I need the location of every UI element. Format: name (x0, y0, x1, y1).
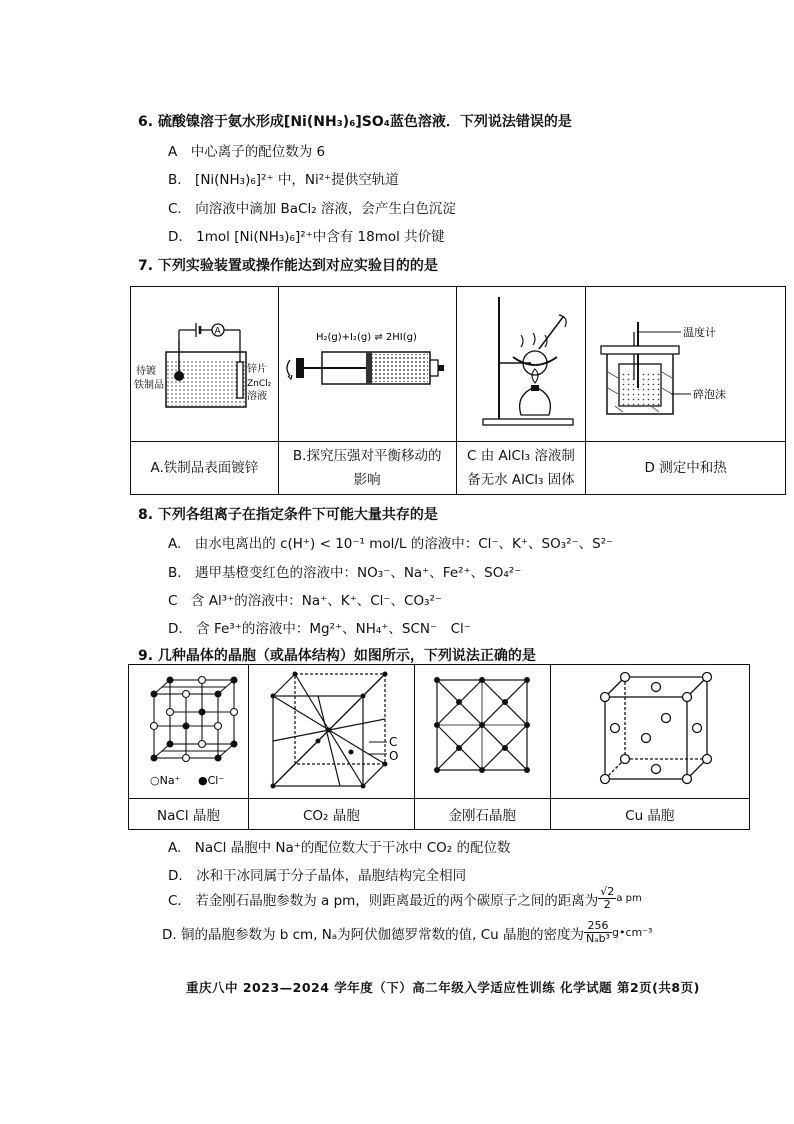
q6-option-b: B. [Ni(NH₃)₆]²⁺ 中，Ni²⁺提供空轨道 (168, 172, 399, 188)
fig-a-label-xinpian: 锌片 (247, 364, 268, 375)
caption-c-line2: 备无水 AlCl₃ 固体 (467, 472, 575, 488)
q9-crystal-table (128, 664, 750, 830)
q7-figure-a (131, 287, 279, 442)
caption-b-line1: B.探究压强对平衡移动的 (292, 448, 442, 464)
fig-d-label-foam: 碎泡沫 (692, 388, 726, 401)
q7-stem: 7. 下列实验装置或操作能达到对应实验目的的是 (138, 258, 438, 274)
evaporation-diagram (461, 287, 581, 437)
q6-option-a: A 中心离子的配位数为 6 (168, 144, 326, 160)
q6-option-c: C. 向溶液中滴加 BaCl₂ 溶液，会产生白色沉淀 (168, 201, 456, 217)
diamond-cell-diagram (427, 670, 537, 790)
electroplating-diagram (134, 292, 274, 432)
q8-option-a: A. 由水电离出的 c(H⁺) < 10⁻¹ mol/L 的溶液中：Cl⁻、K⁺、SO₃²⁻、S²⁻ (168, 536, 614, 552)
fig-b-equation: H₂(g)+I₂(g) ⇌ 2HI(g) (316, 332, 418, 343)
co2-label-c: C (389, 734, 398, 749)
caption-d-text: D 测定中和热 (644, 460, 727, 476)
caption-c-line1: C 由 AlCl₃ 溶液制 (466, 448, 575, 464)
q9-caption-diamond: 金刚石晶胞 (414, 799, 550, 830)
nacl-cell-diagram (132, 666, 244, 794)
caption-b-line2: 影响 (353, 472, 381, 488)
q7-caption-b (278, 442, 456, 495)
q9-option-a: A. NaCl 晶胞中 Na⁺的配位数大于干冰中 CO₂ 的配位数 (168, 840, 511, 856)
syringe-diagram (282, 292, 452, 432)
frac-c-num: √2 (600, 885, 615, 898)
q9-option-c-tail: a pm (616, 893, 642, 904)
fig-d-label-thermometer: 温度计 (682, 326, 716, 339)
q9-figure-diamond (414, 665, 550, 799)
q9-caption-co2: CO₂ 晶胞 (248, 799, 414, 830)
q7-figure-c (456, 287, 586, 442)
q7-caption-d (586, 442, 786, 495)
nacl-legend-cl: ●Cl⁻ (198, 773, 225, 787)
q9-figure-co2 (248, 665, 414, 799)
cu-cell-diagram (585, 667, 715, 792)
calorimeter-diagram (591, 292, 781, 432)
q6-stem: 6. 硫酸镍溶于氨水形成[Ni(NH₃)₆]SO₄蓝色溶液．下列说法错误的是 (138, 114, 572, 130)
q9-figure-cu (550, 665, 749, 799)
caption-a-text: A.铁制品表面镀锌 (150, 460, 259, 476)
q7-caption-c (456, 442, 586, 495)
q9-option-c-text: C. 若金刚石晶胞参数为 a pm，则距离最近的两个碳原子之间的距离为 (168, 892, 599, 909)
frac-c-den: 2 (603, 898, 611, 911)
q9-stem: 9. 几种晶体的晶胞（或晶体结构）如图所示，下列说法正确的是 (138, 648, 536, 664)
q8-option-d: D. 含 Fe³⁺的溶液中：Mg²⁺、NH₄⁺、SCN⁻ Cl⁻ (168, 621, 471, 637)
q9-option-c (168, 886, 642, 911)
q9-option-d-text: D. 铜的晶胞参数为 b cm, Nₐ为阿伏伽德罗常数的值, Cu 晶胞的密度为 (162, 926, 585, 943)
q8-option-c: C 含 Al³⁺的溶液中：Na⁺、K⁺、Cl⁻、CO₃²⁻ (168, 593, 443, 609)
q6-option-d: D. 1mol [Ni(NH₃)₆]²⁺中含有 18mol 共价键 (168, 229, 445, 245)
frac-d-num: 256 (584, 920, 612, 933)
q9-caption-cu: Cu 晶胞 (550, 799, 749, 830)
svg-text:A: A (214, 326, 222, 337)
q9-option-d-tail: g•cm⁻³ (611, 926, 653, 939)
q8-stem: 8. 下列各组离子在指定条件下可能大量共存的是 (138, 507, 438, 523)
q7-apparatus-table (130, 286, 786, 495)
fig-a-label-tiezhipin: 铁制品 (134, 380, 165, 391)
frac-d-den: Nₐb³ (586, 932, 610, 945)
q7-figure-d (586, 287, 786, 442)
co2-cell-diagram (251, 666, 411, 794)
q9-option-d-fraction (584, 920, 612, 945)
q7-caption-a (131, 442, 279, 495)
fig-a-label-zncl2: ZnCl₂ (247, 379, 272, 389)
q9-figure-nacl (129, 665, 249, 799)
q8-option-b: B. 遇甲基橙变红色的溶液中：NO₃⁻、Na⁺、Fe²⁺、SO₄²⁻ (168, 565, 522, 581)
q9-option-c-fraction (598, 886, 616, 911)
q9-caption-nacl: NaCl 晶胞 (129, 799, 249, 830)
nacl-legend-na: ○Na⁺ (150, 773, 181, 787)
fig-a-label-rongye: 溶液 (247, 391, 268, 402)
co2-label-o: O (389, 748, 399, 763)
q7-figure-b (278, 287, 456, 442)
q9-option-b: D. 冰和干冰同属于分子晶体，晶胞结构完全相同 (168, 868, 467, 884)
page-footer: 重庆八中 2023—2024 学年度（下）高二年级入学适应性训练 化学试题 第2页(共8页) (186, 980, 700, 995)
q9-option-d (162, 920, 652, 945)
fig-a-label-daidu: 待镀 (136, 366, 157, 377)
